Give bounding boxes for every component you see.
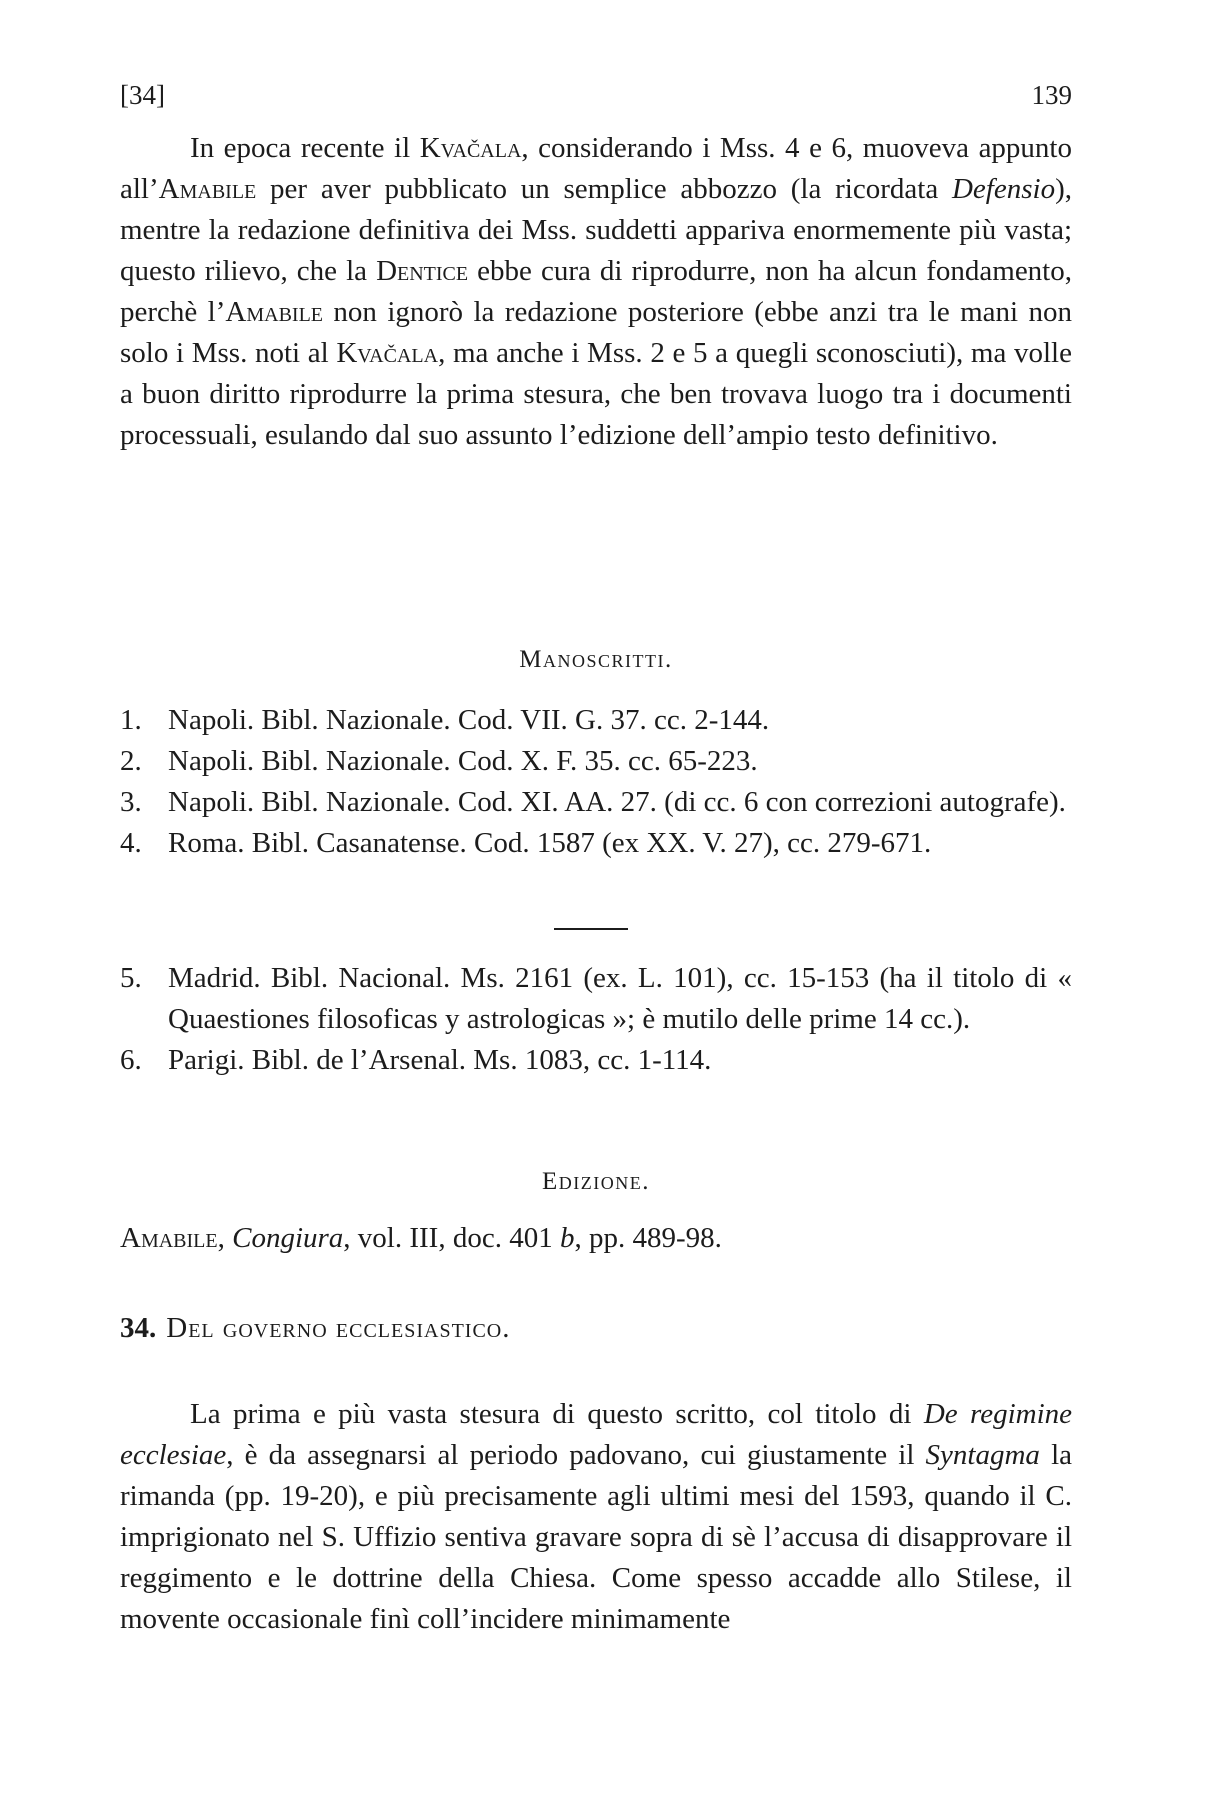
manuscripts-heading: Manoscritti.	[519, 646, 673, 673]
author-name: Amabile	[120, 1222, 218, 1254]
manuscript-item	[120, 1040, 1072, 1081]
item-number: 5.	[120, 962, 142, 994]
chapter-paragraph-block	[120, 1394, 1072, 1640]
item-text: Napoli. Bibl. Nazionale. Cod. X. F. 35. cc. 65-223.	[168, 745, 758, 777]
author-name: Dentice	[376, 255, 469, 287]
edition-heading: Edizione.	[542, 1168, 650, 1195]
item-number: 3.	[120, 786, 142, 818]
author-name: Kvačala	[419, 132, 522, 164]
chapter-number: 34.	[120, 1312, 157, 1344]
author-name: Amabile	[158, 173, 257, 205]
separator-rule	[554, 928, 628, 930]
section-marker: [34]	[120, 80, 165, 110]
item-text: Parigi. Bibl. de l’Arsenal. Ms. 1083, cc. 1-114.	[168, 1044, 712, 1076]
item-number: 2.	[120, 745, 142, 777]
work-title: De regimine ecclesiae	[120, 1398, 1072, 1471]
page-number: 139	[1031, 80, 1072, 110]
chapter-title: Del governo ecclesiastico.	[166, 1312, 511, 1344]
chapter-paragraph: La prima e più vasta stesura di questo scritto, col titolo di De regimine ecclesiae, è da assegnarsi al periodo padovano, cui giustamente il Syntagma la rimanda (pp. 19-20), e più precisamente agli ultimi mesi del 1593, quando il C. imprigionato nel S. Uffizio sentiva gravare sopra di sè l’accusa di disapprovare il reggimento e le dottrine della Chiesa. Come spesso accadde allo Stilese, il movente occasionale finì coll’incidere minimamente	[120, 1398, 1072, 1635]
author-name: Amabile	[225, 296, 324, 328]
work-title: Syntagma	[925, 1439, 1040, 1471]
running-head	[120, 80, 1072, 114]
manuscript-item	[120, 700, 1072, 741]
work-title: Congiura	[232, 1222, 344, 1254]
item-text: Roma. Bibl. Casanatense. Cod. 1587 (ex XX. V. 27), cc. 279-671.	[168, 827, 932, 859]
edition-entry: Amabile, Congiura, vol. III, doc. 401 b, pp. 489-98.	[120, 1222, 722, 1254]
manuscript-item	[120, 823, 1072, 864]
manuscript-item	[120, 782, 1072, 823]
intro-paragraph: In epoca recente il Kvačala, considerando i Mss. 4 e 6, muoveva appunto all’Amabile per aver pubblicato un semplice abbozzo (la ricordata Defensio), mentre la redazione definitiva dei Mss. suddetti appariva enormemente più vasta; questo rilievo, che la Dentice ebbe cura di riprodurre, non ha alcun fondamento, perchè l’Amabile non ignorò la redazione posteriore (ebbe anzi tra le mani non solo i Mss. noti al Kvačala, ma anche i Mss. 2 e 5 a quegli sconosciuti), ma volle a buon diritto riprodurre la prima stesura, che ben trovava luogo tra i documenti processuali, esulando dal suo assunto l’edizione dell’ampio testo definitivo.	[120, 132, 1072, 451]
manuscript-item	[120, 958, 1072, 1040]
item-number: 4.	[120, 827, 142, 859]
manuscript-item	[120, 741, 1072, 782]
item-text: Madrid. Bibl. Nacional. Ms. 2161 (ex. L. 101), cc. 15-153 (ha il titolo di « Quaestiones filosoficas y astrologicas »; è mutilo delle prime 14 cc.).	[168, 962, 1072, 1035]
item-text: Napoli. Bibl. Nazionale. Cod. VII. G. 37. cc. 2-144.	[168, 704, 770, 736]
manuscripts-list-continued	[120, 958, 1072, 1081]
author-name: Kvačala	[336, 337, 439, 369]
manuscripts-list	[120, 700, 1072, 864]
intro-paragraph-block	[120, 128, 1072, 456]
item-text: Napoli. Bibl. Nazionale. Cod. XI. AA. 27. (di cc. 6 con correzioni autografe).	[168, 786, 1066, 818]
item-number: 6.	[120, 1044, 142, 1076]
work-title: Defensio	[951, 173, 1056, 205]
chapter-heading	[120, 1312, 1072, 1345]
item-number: 1.	[120, 704, 142, 736]
